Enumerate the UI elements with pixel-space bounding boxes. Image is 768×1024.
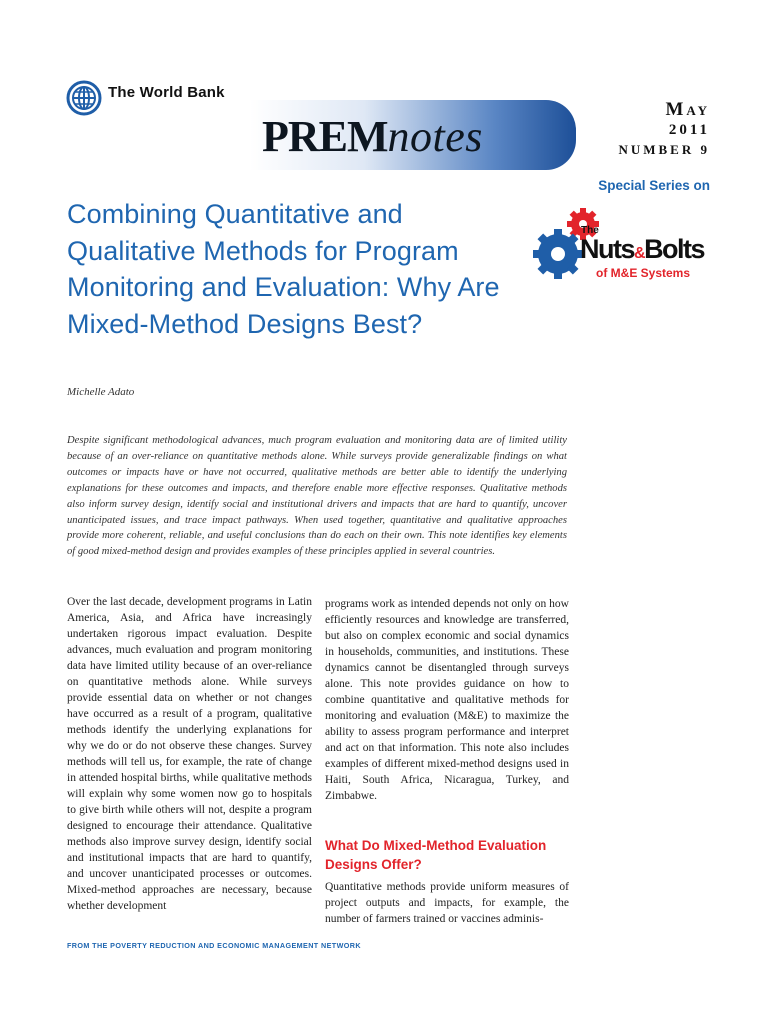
article-abstract: Despite significant methodological advances, much program evaluation and monitoring data are of limited utility because of an over-reliance on quantitative methods alone. While surveys provide generalizable findings on what outcomes or impacts have or have not occurred, qualitative methods are better able to identify the underlying explanations for these outcomes and impacts, and therefore enable more effective responses. Qualitative methods also inform survey design, identify social and institutional drivers and impacts that are hard to quantify, uncover unanticipated issues, and trace impact pathways. When used together, quantitative and qualitative approaches provide more coherent, reliable, and useful conclusions than do each on their own. This note identifies key elements of good mixed-method design and provides examples of these principles applied in several countries. (67, 435, 567, 558)
article-title: Combining Quantitative and Qualitative Methods for Program Monitoring and Evaluation: Why Are Mixed-Method Designs Best? (67, 199, 500, 339)
footer-network: FROM THE POVERTY REDUCTION AND ECONOMIC MANAGEMENT NETWORK (67, 941, 361, 950)
body-column-1: Over the last decade, development programs in Latin America, Asia, and Africa have increasingly undertaken rigorous impact evaluation. Despite advances, much evaluation and program monitoring data have limited utility because of an over-reliance on quantitative methods alone. While surveys provide essential data on whether or not changes have occurred as a result of a program, qualitative methods identify the underlying explanations for why we do or do not observe these changes. Survey methods will tell us, for example, the rate of change in attended hospital births, while qualitative methods will explain why some women now go to hospitals to give birth while others will not, despite a program designed to encourage their attendance. Qualitative methods also improve survey design, identify social and institutional impacts that are hard to quantify, and uncover unanticipated processes or outcomes. Mixed-method approaches are necessary, because whether development (67, 596, 312, 912)
series-logo-amp: & (634, 245, 645, 262)
series-logo-bolts: Bolts (644, 234, 705, 264)
org-name: The World Bank (108, 84, 225, 101)
special-series-label: Special Series on (598, 178, 710, 193)
series-logo-subtitle: of M&E Systems (596, 266, 691, 280)
article-author: Michelle Adato (67, 386, 135, 398)
masthead-prem: PREM (262, 112, 388, 161)
issue-year: 2011 (668, 122, 710, 138)
issue-month: May (665, 99, 710, 120)
masthead-notes: notes (387, 112, 483, 161)
series-logo-title (580, 234, 704, 269)
world-bank-globe-icon (66, 80, 102, 116)
body-column-2: programs work as intended depends not only on how efficiently resources and knowledge are transferred, but also on complex economic and social dynamics in households, communities, and institutions. These dynamics cannot be disentangled through surveys alone. This note provides guidance on how to combine quantitative and qualitative methods for monitoring and evaluation (M&E) to maximize the ability to assess program performance and interpret and act on that information. This note also includes examples of different mixed-method designs used in Haiti, South Africa, Nicaragua, Turkey, and Zimbabwe. (325, 598, 569, 802)
series-logo-nuts: Nuts (580, 234, 634, 264)
issue-number: NUMBER 9 (618, 142, 710, 157)
publication-masthead (262, 112, 483, 162)
section-heading: What Do Mixed-Method Evaluation Designs Offer? (325, 838, 547, 872)
series-logo-the: The (581, 225, 599, 236)
body-column-2-continued: Quantitative methods provide uniform measures of project outputs and impacts, for example, the number of farmers trained or vaccines adminis- (325, 881, 569, 925)
